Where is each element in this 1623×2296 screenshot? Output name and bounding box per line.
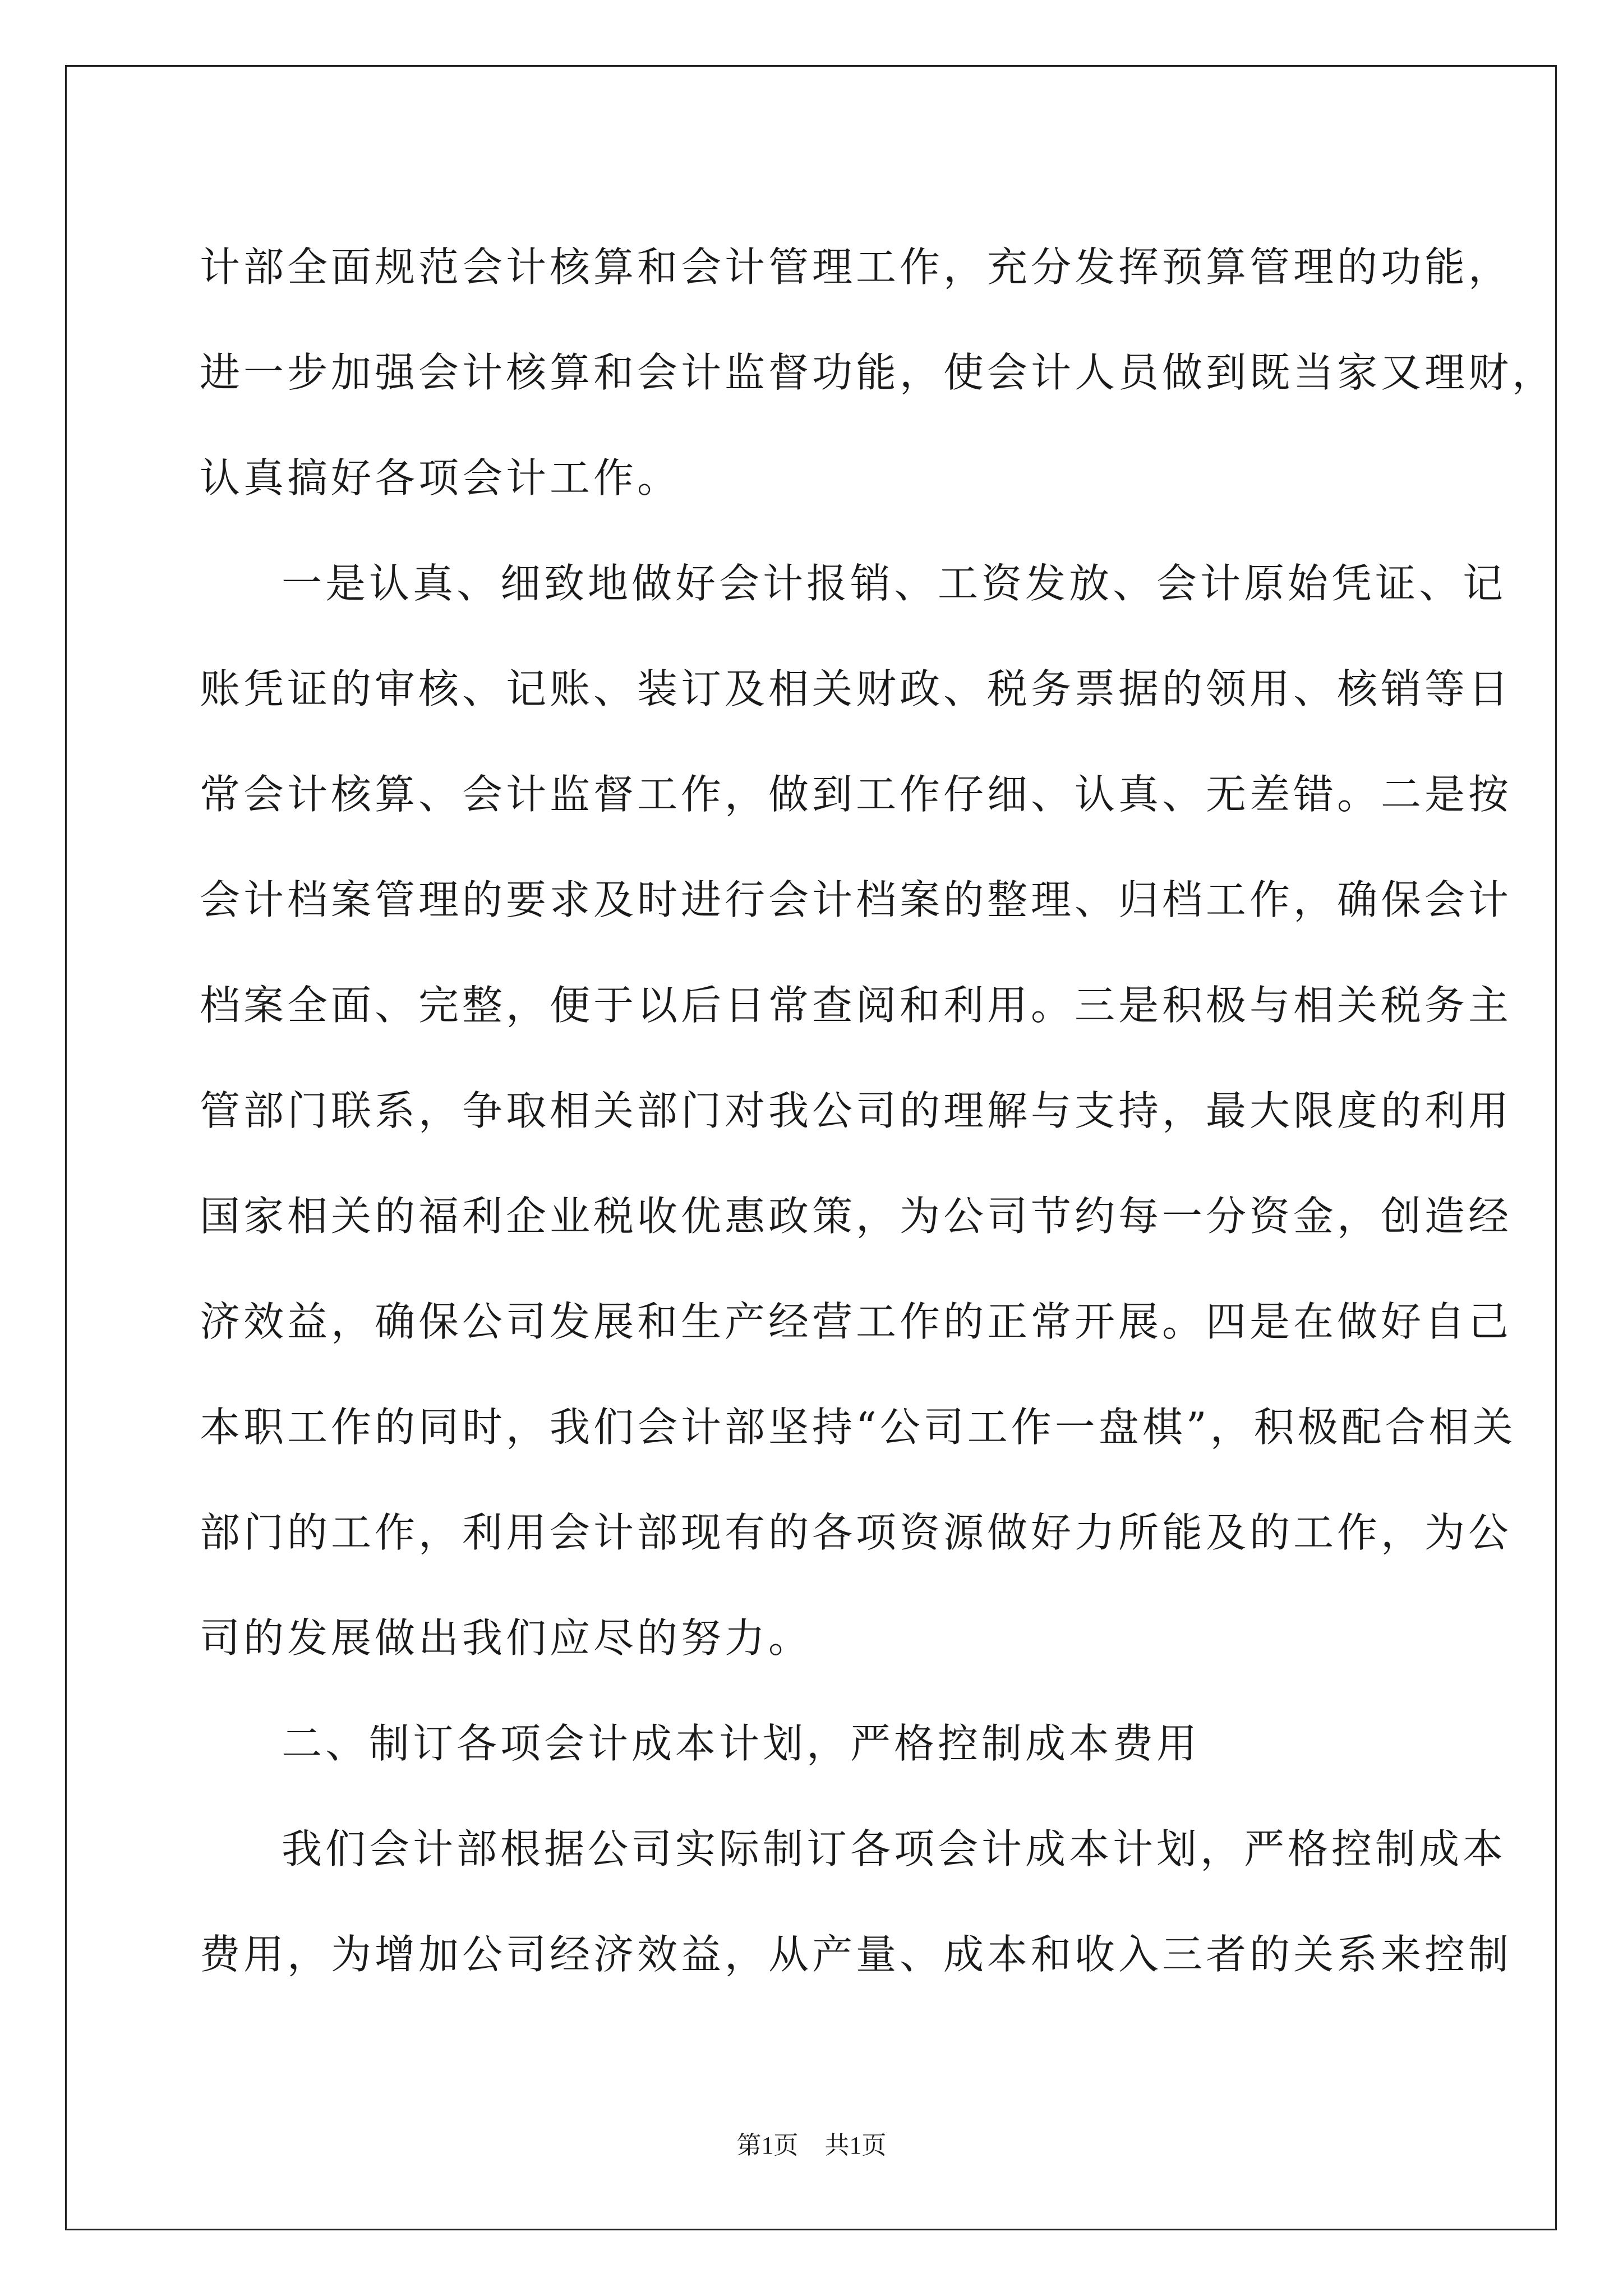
text-line: 认真搞好各项会计工作。	[200, 454, 681, 501]
text-line: 费用，为增加公司经济效益，从产量、成本和收入三者的关系来控制	[200, 1931, 1513, 1978]
text-line: 济效益，确保公司发展和生产经营工作的正常开展。四是在做好自己	[200, 1298, 1513, 1345]
page-total: 共1页	[824, 2132, 887, 2159]
text-line: 部门的工作，利用会计部现有的各项资源做好力所能及的工作，为公	[200, 1509, 1513, 1556]
text-line: 常会计核算、会计监督工作，做到工作仔细、认真、无差错。二是按	[200, 771, 1513, 818]
page-number: 第1页	[736, 2132, 799, 2159]
text-line: 账凭证的审核、记账、装订及相关财政、税务票据的领用、核销等日	[200, 665, 1513, 712]
text-line: 计部全面规范会计核算和会计管理工作，充分发挥预算管理的功能，	[200, 243, 1513, 291]
paragraph-start-line: 一是认真、细致地做好会计报销、工资发放、会计原始凭证、记	[282, 560, 1507, 607]
text-line: 国家相关的福利企业税收优惠政策，为公司节约每一分资金，创造经	[200, 1193, 1513, 1240]
text-line: 会计档案管理的要求及时进行会计档案的整理、归档工作，确保会计	[200, 876, 1513, 923]
paragraph-start-line: 我们会计部根据公司实际制订各项会计成本计划，严格控制成本	[282, 1825, 1507, 1872]
text-line: 本职工作的同时，我们会计部坚持“公司工作一盘棋”，积极配合相关	[200, 1404, 1516, 1451]
text-line: 司的发展做出我们应尽的努力。	[200, 1614, 813, 1662]
text-line: 管部门联系，争取相关部门对我公司的理解与支持，最大限度的利用	[200, 1087, 1513, 1134]
text-line: 进一步加强会计核算和会计监督功能，使会计人员做到既当家又理财，	[200, 349, 1556, 396]
page-footer	[0, 2125, 1623, 2161]
section-heading: 二、制订各项会计成本计划，严格控制成本费用	[282, 1720, 1201, 1767]
text-line: 档案全面、完整，便于以后日常查阅和利用。三是积极与相关税务主	[200, 982, 1513, 1029]
document-body	[200, 214, 1556, 2007]
